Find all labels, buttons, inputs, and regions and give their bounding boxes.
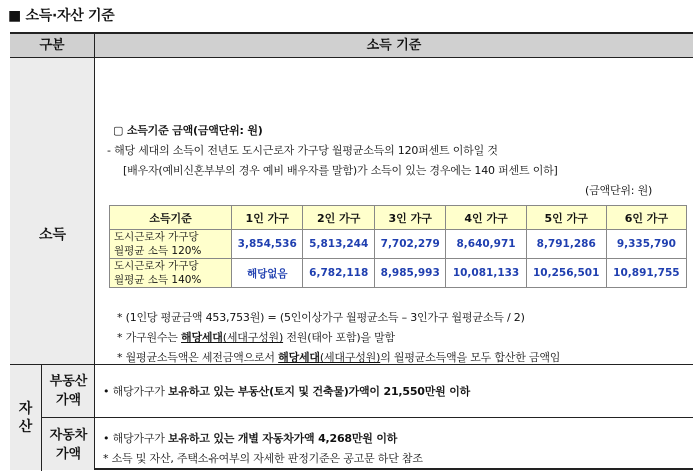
cell-140-3p: 8,985,993	[374, 259, 445, 288]
income-note-3	[117, 349, 560, 365]
th-6p: 6인 가구	[606, 206, 686, 230]
real-estate-criteria	[103, 383, 470, 399]
th-2p: 2인 가구	[303, 206, 374, 230]
asset-separator	[95, 364, 693, 365]
re-b: 보유하고 있는 부동산(토지 및 건축물)가액이 21,550만원 이하	[168, 385, 471, 398]
note2-c: (세대구성원)	[222, 331, 284, 344]
note2-b: 해당세대	[181, 331, 223, 344]
income-note-2	[117, 329, 395, 345]
table-row	[110, 230, 687, 259]
car-a: • 해당가구가	[103, 432, 169, 445]
note2-d: 전원(태아 포함)을 말함	[283, 331, 395, 344]
car-b: 보유하고 있는 개별 자동차가액 4,268만원 이하	[168, 432, 398, 445]
note3-d: 의 월평균소득액을 모두 합산한 금액임	[380, 351, 561, 364]
real-estate-label: 부동산 가액	[42, 365, 95, 418]
note3-a: * 월평균소득액은 세전금액으로서	[117, 351, 279, 364]
row-label-140-a: 도시근로자 가구당	[114, 260, 199, 272]
table-header	[10, 34, 693, 58]
income-line-2: [배우자(예비신혼부부의 경우 예비 배우자를 말함)가 소득이 있는 경우에는 140 퍼센트 이하]	[123, 164, 558, 177]
section-title: ■ 소득·자산 기준	[8, 8, 115, 24]
note3-c: (세대구성원)	[319, 351, 381, 364]
cell-120-3p: 7,702,279	[374, 230, 445, 259]
cell-120-1p: 3,854,536	[232, 230, 303, 259]
cell-140-5p: 10,256,501	[526, 259, 606, 288]
criteria-content	[95, 58, 693, 470]
cell-120-4p: 8,640,971	[446, 230, 526, 259]
income-table-header	[110, 206, 687, 230]
asset-label-box	[10, 364, 95, 470]
income-label: 소득	[38, 227, 67, 243]
income-box-title: ▢ 소득기준 금액(금액단위: 원)	[113, 124, 263, 137]
th-5p: 5인 가구	[526, 206, 606, 230]
cell-120-5p: 8,791,286	[526, 230, 606, 259]
income-table	[109, 205, 687, 288]
criteria-table	[10, 32, 693, 470]
cell-120-2p: 5,813,244	[303, 230, 374, 259]
row-label-120	[110, 230, 232, 259]
header-income-criteria: 소득 기준	[366, 38, 422, 53]
th-1p: 1인 가구	[232, 206, 303, 230]
car-note: * 소득 및 자산, 주택소유여부의 자세한 판정기준은 공고문 하단 참조	[103, 452, 423, 465]
note2-a: * 가구원수는	[117, 331, 182, 344]
income-note-1: * (1인당 평균금액 453,753원) = (5인이상가구 월평균소득 – 3인가구 월평균소득 / 2)	[117, 311, 525, 324]
income-unit: (금액단위: 원)	[585, 184, 653, 197]
row-label-140	[110, 259, 232, 288]
table-row	[110, 259, 687, 288]
th-3p: 3인 가구	[374, 206, 445, 230]
th-criteria: 소득기준	[110, 206, 232, 230]
car-label: 자동차 가액	[49, 427, 88, 462]
income-line-1: - 해당 세대의 소득이 전년도 도시근로자 가구당 월평균소득의 120퍼센트 이하일 것	[107, 144, 498, 157]
asset-label: 자 산	[10, 365, 42, 471]
cell-140-1p: 해당없음	[232, 259, 303, 288]
car-separator	[95, 417, 693, 418]
category-column	[10, 58, 95, 470]
car-criteria	[103, 430, 397, 446]
row-label-140-b: 월평균 소득 140%	[114, 274, 202, 286]
row-label-120-b: 월평균 소득 120%	[114, 245, 202, 257]
note3-b: 해당세대	[278, 351, 320, 364]
cell-140-6p: 10,891,755	[606, 259, 686, 288]
row-label-120-a: 도시근로자 가구당	[114, 231, 199, 243]
th-4p: 4인 가구	[446, 206, 526, 230]
cell-140-4p: 10,081,133	[446, 259, 526, 288]
cell-140-2p: 6,782,118	[303, 259, 374, 288]
cell-120-6p: 9,335,790	[606, 230, 686, 259]
re-a: • 해당가구가	[103, 385, 169, 398]
header-category: 구분	[10, 34, 95, 57]
